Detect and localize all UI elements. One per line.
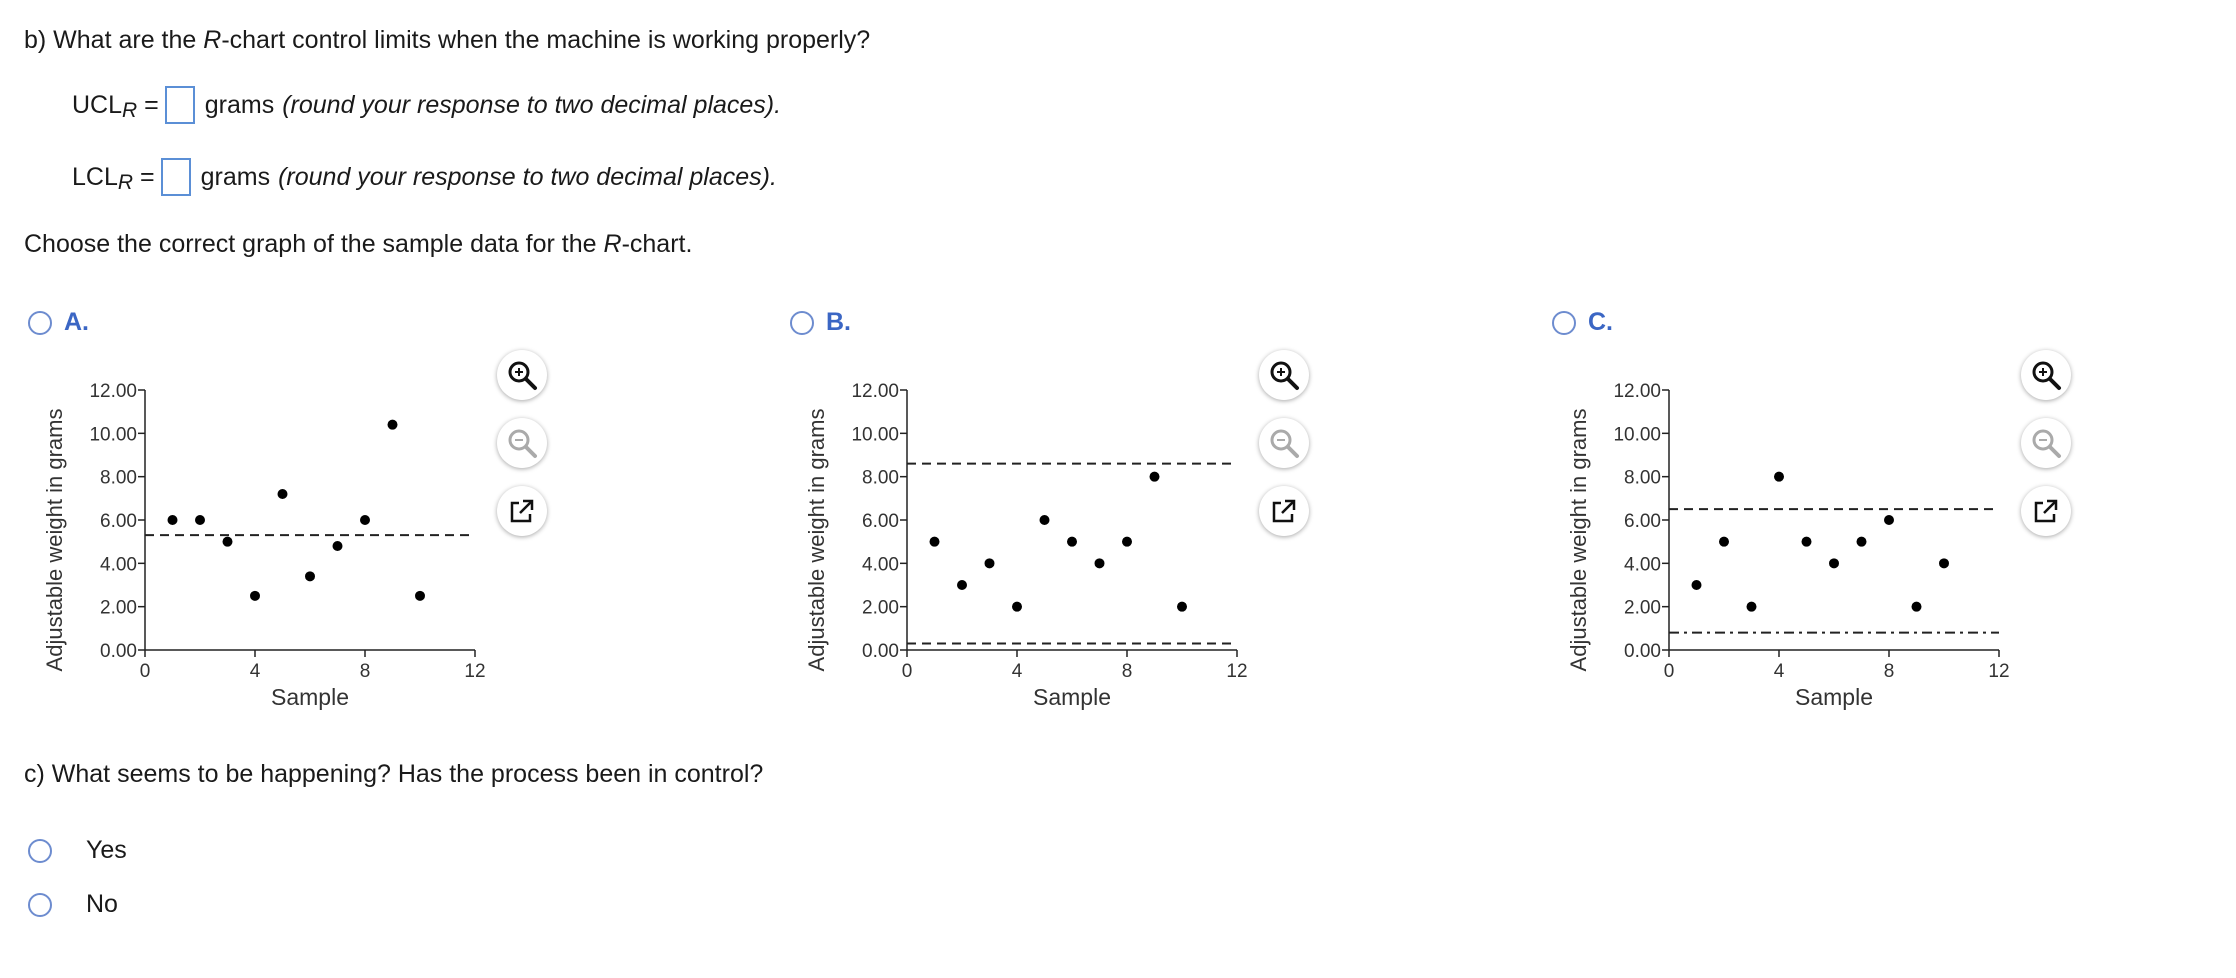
y-tick-label: 0.00	[862, 641, 899, 662]
y-tick-label: 2.00	[1624, 597, 1661, 619]
y-tick-label: 2.00	[100, 597, 137, 619]
ucl-hint: (round your response to two decimal places).	[282, 90, 782, 119]
data-point	[223, 537, 233, 547]
zoom-in-button-a[interactable]	[497, 350, 547, 400]
data-point	[1802, 537, 1812, 547]
lcl-hint: (round your response to two decimal places).	[278, 162, 777, 191]
data-point	[930, 537, 940, 547]
data-point	[168, 515, 178, 525]
y-tick-label: 10.00	[851, 424, 899, 446]
x-tick-label: 0	[139, 661, 151, 682]
y-tick-label: 6.00	[100, 511, 137, 532]
y-axis-label: Adjustable weight in grams	[1566, 408, 1591, 672]
external-link-icon	[1269, 496, 1299, 526]
lcl-label: $LCL_R$ =	[72, 162, 155, 194]
option-b-radio[interactable]	[790, 311, 814, 335]
x-tick-label: 0	[1663, 661, 1675, 682]
x-tick-label: 8	[359, 661, 371, 682]
option-c[interactable]	[1552, 308, 1613, 337]
lcl-row	[72, 158, 777, 196]
y-tick-label: 4.00	[862, 554, 899, 576]
x-tick-label: 12	[1226, 661, 1248, 682]
popout-button-a[interactable]	[497, 486, 547, 536]
option-c-radio[interactable]	[1552, 311, 1576, 335]
x-tick-label: 12	[1988, 661, 2010, 682]
data-point	[1774, 472, 1784, 482]
zoom-out-button-c[interactable]	[2021, 418, 2071, 468]
data-point	[1040, 515, 1050, 525]
option-c-label: C.	[1588, 308, 1613, 336]
data-point	[1095, 558, 1105, 568]
ucl-label: $UCL_R$ =	[72, 90, 159, 122]
data-point	[333, 541, 343, 551]
data-point	[360, 515, 370, 525]
data-point	[1122, 537, 1132, 547]
data-point	[195, 515, 205, 525]
data-point	[250, 591, 260, 601]
chart-a	[40, 360, 500, 720]
data-point	[278, 489, 288, 499]
option-b[interactable]	[790, 308, 851, 337]
y-tick-label: 0.00	[1624, 641, 1661, 662]
data-point	[1829, 558, 1839, 568]
option-a-label: A.	[64, 308, 89, 336]
data-point	[388, 420, 398, 430]
data-point	[1939, 558, 1949, 568]
y-tick-label: 2.00	[862, 597, 899, 619]
r-symbol: R	[203, 26, 222, 54]
data-point	[1719, 537, 1729, 547]
x-tick-label: 8	[1121, 661, 1133, 682]
option-a-radio[interactable]	[28, 311, 52, 335]
x-tick-label: 4	[249, 661, 261, 682]
x-tick-label: 8	[1883, 661, 1895, 682]
x-axis-label: Sample	[1795, 684, 1873, 710]
data-point	[1012, 602, 1022, 612]
external-link-icon	[507, 496, 537, 526]
zoom-in-icon	[2029, 358, 2063, 392]
y-tick-label: 6.00	[862, 511, 899, 532]
y-tick-label: 4.00	[1624, 554, 1661, 576]
data-point	[957, 580, 967, 590]
data-point	[1857, 537, 1867, 547]
answer-no-label: No	[86, 890, 118, 918]
zoom-in-icon	[505, 358, 539, 392]
y-tick-label: 12.00	[89, 381, 137, 402]
chart-c	[1564, 360, 2024, 720]
data-point	[1747, 602, 1757, 612]
y-axis-label: Adjustable weight in grams	[804, 408, 829, 672]
y-axis-label: Adjustable weight in grams	[42, 408, 67, 672]
data-point	[1150, 472, 1160, 482]
data-point	[1912, 602, 1922, 612]
y-tick-label: 0.00	[100, 641, 137, 662]
external-link-icon	[2031, 496, 2061, 526]
ucl-input[interactable]	[165, 86, 195, 124]
ucl-unit: grams	[204, 90, 275, 119]
answer-yes[interactable]	[28, 836, 127, 865]
choose-graph-prompt: Choose the correct graph of the sample data for the R-chart.	[24, 230, 693, 258]
zoom-out-button-b[interactable]	[1259, 418, 1309, 468]
option-b-label: B.	[826, 308, 851, 336]
x-tick-label: 0	[901, 661, 913, 682]
question-c: c) What seems to be happening? Has the process been in control?	[24, 760, 764, 788]
y-tick-label: 4.00	[100, 554, 137, 576]
data-point	[1884, 515, 1894, 525]
y-tick-label: 10.00	[89, 424, 137, 446]
chart-b	[802, 360, 1262, 720]
data-point	[1177, 602, 1187, 612]
y-tick-label: 6.00	[1624, 511, 1661, 532]
x-axis-label: Sample	[271, 684, 349, 710]
popout-button-b[interactable]	[1259, 486, 1309, 536]
data-point	[415, 591, 425, 601]
answer-no-radio[interactable]	[28, 893, 52, 917]
y-tick-label: 8.00	[862, 467, 899, 489]
y-tick-label: 12.00	[851, 381, 899, 402]
ucl-row	[72, 86, 781, 124]
x-tick-label: 4	[1011, 661, 1023, 682]
y-tick-label: 10.00	[1613, 424, 1661, 446]
zoom-out-icon	[1267, 426, 1301, 460]
popout-button-c[interactable]	[2021, 486, 2071, 536]
question-b: b) What are the R-chart control limits when the machine is working properly?	[24, 26, 871, 54]
answer-yes-radio[interactable]	[28, 839, 52, 863]
zoom-out-icon	[2029, 426, 2063, 460]
zoom-out-icon	[505, 426, 539, 460]
answer-yes-label: Yes	[86, 836, 127, 864]
option-a[interactable]	[28, 308, 89, 337]
y-tick-label: 8.00	[1624, 467, 1661, 489]
zoom-in-button-c[interactable]	[2021, 350, 2071, 400]
data-point	[305, 571, 315, 581]
data-point	[1692, 580, 1702, 590]
x-tick-label: 4	[1773, 661, 1785, 682]
zoom-in-button-b[interactable]	[1259, 350, 1309, 400]
x-tick-label: 12	[464, 661, 486, 682]
y-tick-label: 8.00	[100, 467, 137, 489]
answer-no[interactable]	[28, 890, 118, 919]
y-tick-label: 12.00	[1613, 381, 1661, 402]
zoom-out-button-a[interactable]	[497, 418, 547, 468]
x-axis-label: Sample	[1033, 684, 1111, 710]
data-point	[985, 558, 995, 568]
data-point	[1067, 537, 1077, 547]
lcl-unit: grams	[200, 162, 271, 191]
lcl-input[interactable]	[161, 158, 191, 196]
zoom-in-icon	[1267, 358, 1301, 392]
